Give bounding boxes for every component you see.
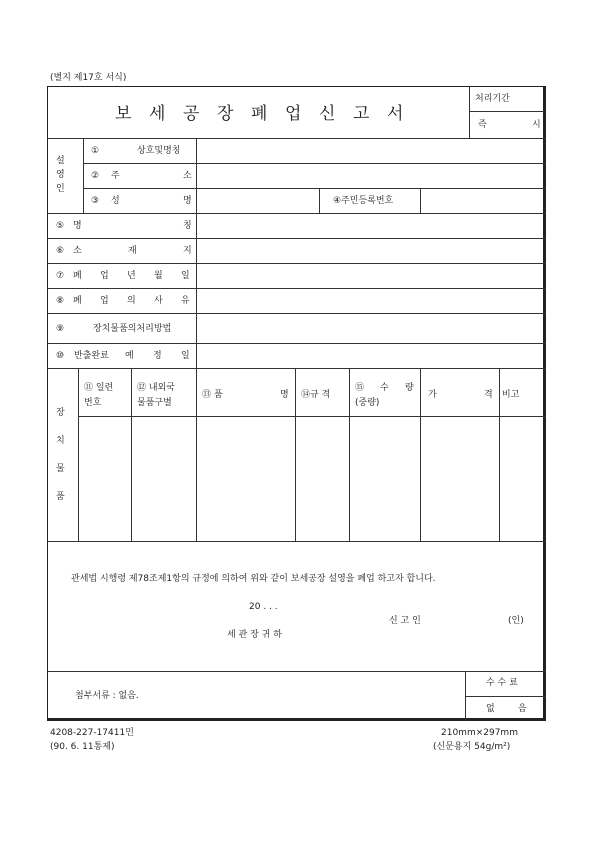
attachments-text: 첨부서류 : 없음. [75,691,139,701]
section-char: 치 [56,436,65,446]
row-line [47,213,546,214]
row-line [83,188,546,189]
field-label: 년 [127,271,136,281]
reporter-label: 신 고 인 [389,616,421,626]
title-char: 세 [149,104,166,124]
field-label: 의 [127,296,136,306]
field-label: 재 [128,246,137,256]
row-line [47,541,546,542]
seal-mark: (인) [508,616,524,626]
field-label: 소 [183,171,192,181]
column-header: 품 [214,390,223,400]
declaration-date: 20 . . . [249,602,278,612]
field-number: ⑤ [56,221,65,231]
field-number: ⑨ [56,324,65,334]
column-header: 량 [405,383,414,393]
column-header: ⑭규 격 [301,390,331,400]
column-header: (중량) [355,398,380,408]
col-line [83,138,84,213]
field-number: ⑦ [56,271,65,281]
section-char: 인 [56,184,65,194]
column-header: 물품구별 [137,398,172,408]
column-header: 가 [428,390,437,400]
location-field[interactable] [198,240,544,262]
field-label: 장치물품의처리방법 [93,324,172,334]
section-char: 물 [56,464,65,474]
export-complete-date-field[interactable] [198,345,544,367]
recipient: 세 관 장 귀 하 [227,630,282,640]
processing-line [469,111,545,112]
title-char: 서 [387,104,404,124]
field-label: 폐 [73,296,82,306]
processing-value: 즉 [478,120,487,130]
column-header: 수 [380,383,389,393]
col-line [420,368,421,541]
field-label: 업 [100,271,109,281]
field-label: 유 [181,296,190,306]
col-line [196,213,197,368]
row-line [465,696,546,697]
field-number: ⑥ [56,246,65,256]
processing-label: 처리기간 [475,94,510,104]
business-name-field[interactable] [198,140,544,162]
col-line [499,368,500,541]
title-char: 고 [353,104,370,124]
item-name-cell[interactable] [198,418,294,539]
row-line [83,163,546,164]
reporter-signature-field[interactable] [432,612,502,630]
column-header: 번호 [84,398,102,408]
title-char: 장 [217,104,234,124]
row-line [47,288,546,289]
business-title-field[interactable] [198,215,544,237]
column-header: 비고 [502,390,520,400]
section-char: 품 [56,492,65,502]
field-label: 업 [100,296,109,306]
col-line [319,188,320,213]
address-field[interactable] [198,165,544,187]
section-char: 장 [56,408,65,418]
col-line [196,138,197,213]
fee-value: 없 [486,704,495,714]
section-char: 영 [56,170,65,180]
field-label: 상호및명칭 [137,146,181,156]
row-line [47,368,546,369]
field-label: 소 [73,246,82,256]
col-line [131,368,132,541]
field-number: ⑩ [56,351,65,361]
col-line [196,368,197,541]
closure-reason-field[interactable] [198,290,544,312]
field-label: 반출완료 [74,351,109,361]
declaration-text: 관세법 시행령 제78조제1항의 규정에 의하여 위와 같이 보세공장 설영을 폐업 하고자 합니다. [71,574,436,584]
fee-label: 수 수 료 [486,678,518,688]
form-label: (별지 제17호 서식) [50,73,127,83]
field-number: ② [91,171,100,181]
row-line [47,671,546,672]
title-char: 폐 [251,104,268,124]
title-char: 업 [285,104,302,124]
title-char: 공 [183,104,200,124]
resident-id-label: ④주민등록번호 [333,196,394,206]
price-cell[interactable] [422,418,498,539]
processing-divider [469,86,470,138]
col-line [78,368,79,541]
fee-value: 음 [518,704,527,714]
field-label: 월 [154,271,163,281]
approval-date: (90. 6. 11통제) [50,742,115,752]
column-header: ⑬ [202,390,212,400]
title-char: 신 [319,104,336,124]
field-number: ① [91,146,100,156]
person-name-field[interactable] [198,190,317,212]
section-char: 설 [56,156,65,166]
specification-cell[interactable] [297,418,348,539]
field-label: 성 [111,196,120,206]
domestic-foreign-cell[interactable] [133,418,195,539]
remarks-cell[interactable] [501,418,544,539]
col-line [295,368,296,541]
column-header: 명 [280,390,289,400]
closure-date-field[interactable] [198,265,544,287]
field-label: 명 [183,196,192,206]
col-line [349,368,350,541]
field-number: ③ [91,196,100,206]
field-label: 일 [181,271,190,281]
column-header: ⑮ [355,383,365,393]
field-label: 명 [73,221,82,231]
row-line [47,343,546,344]
field-label: 일 [181,351,190,361]
paper-type: (신문용지 54g/m²) [433,742,511,752]
field-label: 지 [183,246,192,256]
row-line [47,313,546,314]
title-char: 보 [115,104,132,124]
field-label: 주 [111,171,120,181]
field-label: 정 [153,351,162,361]
resident-id-field[interactable] [422,190,544,212]
row-line [78,416,546,417]
processing-value: 시 [532,120,541,130]
row-line [47,138,546,139]
column-header: ⑪ 일련 [84,383,114,393]
column-header: ⑫ 내외국 [137,383,175,393]
field-label: 폐 [73,271,82,281]
row-line [47,238,546,239]
form-number: 4208-227-17411민 [50,728,134,738]
serial-number-cell[interactable] [80,418,130,539]
col-line [420,188,421,213]
field-number: ⑧ [56,296,65,306]
field-label: 사 [154,296,163,306]
goods-disposal-method-field[interactable] [198,315,544,342]
quantity-cell[interactable] [351,418,419,539]
field-label: 칭 [183,221,192,231]
paper-size: 210mm×297mm [441,728,518,738]
column-header: 격 [484,390,493,400]
field-label: 예 [125,351,134,361]
row-line [47,263,546,264]
